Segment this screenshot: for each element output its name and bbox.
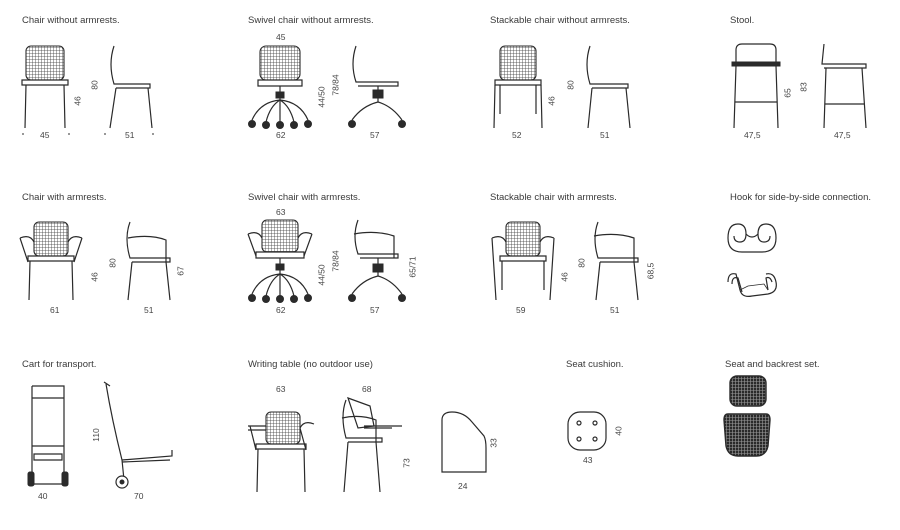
dim-depth: 68 <box>362 384 372 394</box>
stool-front-view <box>728 42 784 130</box>
stackable-chair-front-view <box>492 44 544 130</box>
panel-title: Seat and backrest set. <box>725 359 820 370</box>
dim-seat-height: 46 <box>89 272 100 282</box>
panel-title: Chair with armrests. <box>22 192 107 203</box>
panel-title: Swivel chair without armrests. <box>248 15 374 26</box>
stackable-chair-side-view <box>580 44 632 130</box>
stool-side-view <box>818 42 870 130</box>
dim-depth: 51 <box>125 130 135 140</box>
writing-table-top-view <box>438 410 488 476</box>
cart-side-view <box>100 380 176 492</box>
dim-height: 80 <box>576 258 587 268</box>
dim-width: 45 <box>40 130 50 140</box>
seat-mesh-panel <box>722 410 772 458</box>
panel-title: Writing table (no outdoor use) <box>248 359 373 370</box>
seat-cushion-top-view <box>566 410 608 452</box>
panel-title: Stool. <box>730 15 755 26</box>
dim-height: 78/84 <box>330 250 341 272</box>
dim-seat-height: 44/50 <box>316 264 327 286</box>
dim-width: 43 <box>583 455 593 465</box>
dim-seat-height: 46 <box>72 96 83 106</box>
chair-front-view <box>20 44 70 130</box>
writing-table-front-view <box>246 408 318 494</box>
armchair-front-view <box>18 220 84 302</box>
dim-width: 45 <box>276 32 286 42</box>
dim-base: 62 <box>276 130 286 140</box>
dim-depth: 51 <box>600 130 610 140</box>
dim-arm-height: 68,5 <box>645 262 656 280</box>
dim-height: 80 <box>107 258 118 268</box>
dim-width: 52 <box>512 130 522 140</box>
panel-title: Cart for transport. <box>22 359 97 370</box>
dim-depth: 70 <box>134 491 144 501</box>
swivel-armchair-front-view <box>244 218 316 304</box>
dim-depth: 57 <box>370 130 380 140</box>
dim-arm-height: 67 <box>175 266 186 276</box>
panel-title: Stackable chair without armrests. <box>490 15 630 26</box>
backrest-mesh-panel <box>728 374 768 408</box>
dim-height: 80 <box>89 80 100 90</box>
dim-depth: 51 <box>144 305 154 315</box>
panel-title: Swivel chair with armrests. <box>248 192 361 203</box>
dim-height: 110 <box>90 428 101 442</box>
dim-height: 78/84 <box>330 74 341 96</box>
swivel-chair-front-view <box>246 44 314 130</box>
dim-top-width: 24 <box>458 481 468 491</box>
dim-arm-height: 65/71 <box>407 256 418 278</box>
dim-height: 73 <box>401 458 412 468</box>
dim-width: 40 <box>38 491 48 501</box>
hook-top-view <box>724 220 780 256</box>
dim-seat-height: 46 <box>546 96 557 106</box>
dim-top-depth: 33 <box>488 438 499 448</box>
dim-width: 47,5 <box>744 130 761 140</box>
dim-seat-height: 44/50 <box>316 86 327 108</box>
dim-seat-height: 46 <box>559 272 570 282</box>
dim-depth: 51 <box>610 305 620 315</box>
swivel-chair-side-view <box>344 44 410 130</box>
swivel-armchair-side-view <box>344 218 410 304</box>
dim-height: 80 <box>565 80 576 90</box>
panel-title: Hook for side-by-side connection. <box>730 192 871 203</box>
dim-depth: 47,5 <box>834 130 851 140</box>
panel-title: Stackable chair with armrests. <box>490 192 617 203</box>
dim-depth: 40 <box>613 426 624 436</box>
writing-table-side-view <box>330 396 404 494</box>
stackable-armchair-side-view <box>588 220 644 302</box>
dim-height: 83 <box>798 82 809 92</box>
dim-width: 63 <box>276 207 286 217</box>
dim-seat-height: 65 <box>782 88 793 98</box>
dim-width: 59 <box>516 305 526 315</box>
armchair-side-view <box>120 220 176 302</box>
dim-width: 61 <box>50 305 60 315</box>
dim-width: 63 <box>276 384 286 394</box>
stackable-armchair-front-view <box>490 220 556 302</box>
dim-base: 62 <box>276 305 286 315</box>
hook-perspective-view <box>724 268 782 304</box>
panel-title: Seat cushion. <box>566 359 624 370</box>
dim-depth: 57 <box>370 305 380 315</box>
panel-title: Chair without armrests. <box>22 15 120 26</box>
cart-front-view <box>26 384 70 490</box>
chair-side-view <box>104 44 154 130</box>
